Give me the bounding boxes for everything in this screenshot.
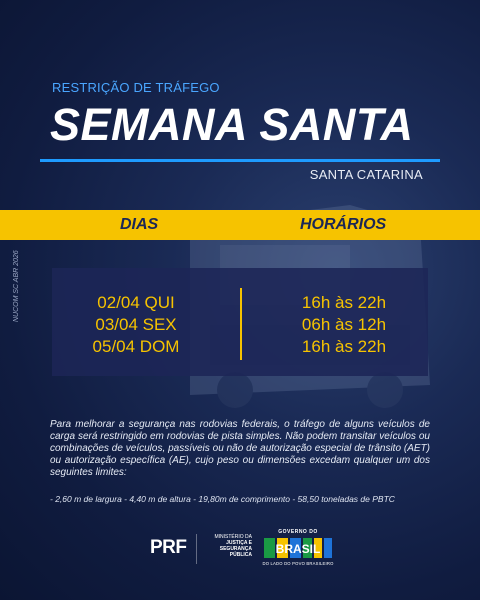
body-paragraph: Para melhorar a segurança nas rodovias federais, o tráfego de alguns veículos de carga será restringido em rodovias de pista simples. Não podem transitar veículos ou combinações de veículos, passíveis ou não de autorização especial de trânsito (AET) ou autorização específica (AE), cujo peso ou dimensões excedam qualquer um dos seguintes limites: (50, 419, 430, 478)
ministry-line: JUSTIÇA E (226, 540, 252, 546)
ministry-line: SEGURANÇA PÚBLICA (219, 546, 252, 558)
schedule-divider (240, 288, 242, 360)
gov-top-text: GOVERNO DO (278, 529, 318, 535)
schedule-day: 03/04 SEX (95, 315, 177, 334)
region-label: SANTA CATARINA (309, 167, 423, 182)
limits-list: - 2,60 m de largura - 4,40 m de altura - 19,80m de comprimento - 58,50 toneladas de PBTC (50, 494, 395, 504)
hours-column (278, 292, 410, 358)
government-logo (262, 529, 334, 569)
prf-logo: PRF (150, 537, 187, 558)
ministry-line: MINISTÉRIO DA (214, 534, 252, 540)
title-underline (40, 159, 440, 162)
schedule-day: 02/04 QUI (97, 293, 175, 312)
schedule-hours: 06h às 12h (301, 315, 387, 334)
hours-column-header: HORÁRIOS (300, 216, 387, 233)
vertical-credit: NUCOM SC ABR 2026 (13, 250, 20, 322)
footer-divider (196, 534, 197, 564)
brasil-wordmark-text: BRASIL (275, 542, 321, 556)
schedule-hours: 16h às 22h (301, 293, 387, 312)
schedule-day: 05/04 DOM (92, 337, 180, 356)
gov-tagline: DO LADO DO POVO BRASILEIRO (262, 561, 334, 566)
days-column-header: DIAS (120, 216, 159, 233)
days-column (76, 292, 196, 358)
kicker-text: RESTRIÇÃO DE TRÁFEGO (52, 80, 220, 95)
schedule-header-band (0, 210, 480, 240)
schedule-hours: 16h às 22h (301, 337, 387, 356)
ministry-logo (200, 534, 252, 558)
page-title: SEMANA SANTA (50, 99, 414, 150)
brasil-wordmark-logo (262, 535, 334, 561)
